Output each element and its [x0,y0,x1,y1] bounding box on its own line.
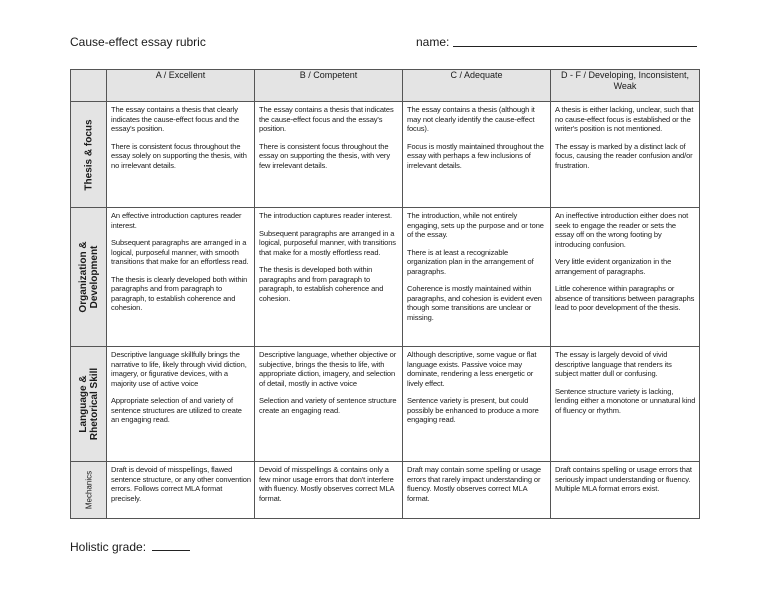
criteria-text: Subsequent paragraphs are arranged in a logical, purposeful manner, with transitions that make for a mostly effortless read. [259,228,396,257]
criteria-cell [403,347,551,462]
criteria-text: Sentence structure variety is lacking, lending either a monotone or unnatural kind of fluency or rhythm. [555,386,696,415]
criteria-cell [255,462,403,519]
criteria-text: An ineffective introduction either does not seek to engage the reader or sets the essay off on the wrong footing by introducing confusion. [555,211,689,249]
category-cell [71,347,107,462]
criteria-cell [107,462,255,519]
rubric-title: Cause-effect essay rubric [70,35,206,49]
criteria-cell [551,208,700,347]
criteria-cell [551,347,700,462]
criteria-text: The introduction, while not entirely engaging, sets up the purpose and or tone of the essay. [407,211,544,239]
table-row [71,102,700,208]
criteria-text: The essay is marked by a distinct lack of focus, causing the reader confusion and/or frustration. [555,141,693,170]
criteria-text: Little coherence within paragraphs or absence of transitions between paragraphs lead to poor development of the thesis. [555,284,695,312]
holistic-grade [70,539,190,554]
criteria-text: The essay is largely devoid of vivid descriptive language that renders its subject matter dull or confusing. [555,350,672,378]
criteria-cell [255,102,403,208]
name-blank-line [453,46,697,47]
criteria-text: Appropriate selection of and variety of sentence structures are utilized to create an engaging read. [111,396,242,424]
criteria-cell [551,102,700,208]
criteria-text: The introduction captures reader interest. [259,211,392,220]
criteria-text: Draft is devoid of misspellings, flawed sentence structure, or any other convention errors. Follows correct MLA format precisely. [111,465,251,503]
category-cell [71,208,107,347]
level-header-d-f: D - F / Developing, Inconsistent, Weak [551,70,700,102]
level-header-c: C / Adequate [403,70,551,102]
category-label: Mechanics [84,470,93,510]
criteria-cell [255,347,403,462]
criteria-text: The essay contains a thesis that indicates the cause-effect focus and the essay's position. [259,105,394,133]
criteria-cell [107,347,255,462]
criteria-text: Very little evident organization in the arrangement of paragraphs. [555,257,672,276]
category-label: Thesis & focus [83,118,94,191]
table-row [71,462,700,519]
header-corner-cell [71,70,107,102]
criteria-text: There is consistent focus throughout the essay solely on supporting the thesis, with no irrelevant details. [111,141,247,170]
criteria-text: Draft contains spelling or usage errors that seriously impact understanding or fluency. Multiple MLA format errors exist. [555,465,692,493]
criteria-cell [403,102,551,208]
criteria-text: An effective introduction captures reader interest. [111,211,242,230]
criteria-text: The essay contains a thesis (although it may not clearly identify the cause-effect focus). [407,105,535,133]
criteria-text: Descriptive language, whether objective or subjective, brings the thesis to life, with appropriate diction, imagery, and selection of detail, mostly in active voice [259,350,397,388]
category-cell [71,102,107,208]
criteria-text: Focus is mostly maintained throughout the essay with perhaps a few inclusions of irrelevant details. [407,141,544,170]
criteria-cell [403,462,551,519]
criteria-cell [255,208,403,347]
criteria-cell [551,462,700,519]
criteria-cell [107,102,255,208]
level-header-b: B / Competent [255,70,403,102]
criteria-text: Subsequent paragraphs are arranged in a logical, purposeful manner, with smooth transitions that make for an effortless read. [111,238,249,266]
criteria-text: Descriptive language skillfully brings the narrative to life, likely through vivid diction, imagery, or figurative devices, with a majority use of active voice [111,350,247,388]
criteria-text: Devoid of misspellings & contains only a few minor usage errors that don't interfere with fluency. Mostly observes correct MLA format. [259,465,394,503]
criteria-text: The thesis is clearly developed both within paragraphs and from paragraph to paragraph, to establish coherence and cohesion. [111,274,248,312]
criteria-text: The thesis is developed both within paragraphs and from paragraph to paragraph, to establish coherence and cohesion. [259,265,384,303]
criteria-text: There is consistent focus throughout the essay on supporting the thesis, with very few irrelevant details. [259,141,390,170]
criteria-text: Selection and variety of sentence structure create an engaging read. [259,396,397,415]
criteria-text: Draft may contain some spelling or usage errors that rarely impact understanding or fluency. Mostly observes correct MLA format. [407,465,541,503]
criteria-text: There is at least a recognizable organization plan in the arrangement of paragraphs. [407,247,534,276]
table-row [71,347,700,462]
criteria-cell [107,208,255,347]
holistic-grade-label: Holistic grade: [70,540,147,554]
table-row [71,208,700,347]
criteria-text: A thesis is either lacking, unclear, such that no cause-effect focus is established or the writer's position is not mentioned. [555,105,694,133]
category-cell [71,462,107,519]
header-row [71,70,700,102]
criteria-cell [403,208,551,347]
criteria-text: The essay contains a thesis that clearly indicates the cause-effect focus and the essay's position. [111,105,240,133]
name-label: name: [416,35,450,49]
holistic-grade-blank-line [152,539,190,551]
category-label: Organization & Development [77,241,100,313]
category-label: Language & Rhetorical Skill [77,367,100,441]
criteria-text: Although descriptive, some vague or flat language exists. Passive voice may dominate, rendering a less energetic or lively effect. [407,350,537,388]
rubric-table [70,69,700,519]
criteria-text: Sentence variety is present, but could possibly be enhanced to produce a more engaging read. [407,396,539,424]
criteria-text: Coherence is mostly maintained within paragraphs, and cohesion is evident even though some transitions are unclear or missing. [407,284,542,322]
level-header-a: A / Excellent [107,70,255,102]
